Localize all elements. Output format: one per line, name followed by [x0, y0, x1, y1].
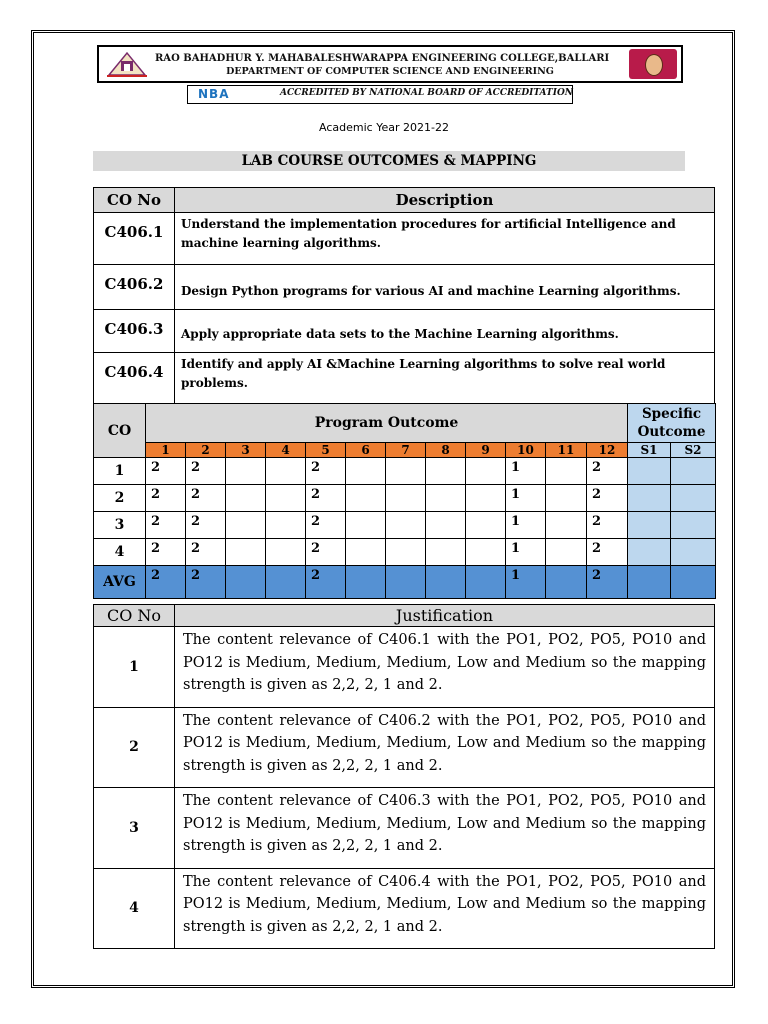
mapping-cell: 1	[506, 485, 546, 512]
mapping-cell: 2	[146, 512, 186, 539]
mapping-cell	[226, 539, 266, 566]
mapping-cell	[466, 458, 506, 485]
table-row	[94, 213, 715, 265]
po-number: 1	[146, 443, 186, 458]
academic-year: Academic Year 2021-22	[319, 121, 449, 134]
table-row	[94, 310, 715, 353]
justification-co: 3	[94, 788, 175, 869]
po-number: 8	[426, 443, 466, 458]
po-number: 11	[546, 443, 587, 458]
mapping-cell	[226, 458, 266, 485]
pso-cell	[628, 485, 671, 512]
mapping-cell	[466, 539, 506, 566]
mapping-cell	[226, 512, 266, 539]
justification-text: The content relevance of C406.4 with the PO1, PO2, PO5, PO10 and PO12 is Medium, Medium, Medium, Low and Medium so the mapping strength is given as 2,2, 2, 1 and 2.	[175, 868, 715, 949]
justification-text: The content relevance of C406.3 with the PO1, PO2, PO5, PO10 and PO12 is Medium, Medium, Medium, Low and Medium so the mapping strength is given as 2,2, 2, 1 and 2.	[175, 788, 715, 869]
mapping-cell: 2	[146, 539, 186, 566]
mapping-cell	[346, 458, 386, 485]
pso-number: S2	[671, 443, 716, 458]
mapping-cell	[266, 512, 306, 539]
table-row	[94, 788, 715, 869]
justification-header: Justification	[175, 605, 715, 627]
po-number: 5	[306, 443, 346, 458]
mapping-cell: 2	[146, 566, 186, 599]
table-row	[94, 539, 716, 566]
pso-cell	[671, 566, 716, 599]
mapping-cell	[546, 566, 587, 599]
table-row	[94, 627, 715, 708]
mapping-cell	[426, 512, 466, 539]
pso-cell	[628, 458, 671, 485]
mapping-cell: 2	[587, 539, 628, 566]
co-row-label: 2	[94, 485, 146, 512]
co-header: CO	[94, 404, 146, 458]
mapping-cell	[386, 566, 426, 599]
pso-number: S1	[628, 443, 671, 458]
pso-cell	[671, 458, 716, 485]
mapping-cell	[466, 566, 506, 599]
mapping-cell: 2	[186, 458, 226, 485]
mapping-cell	[546, 458, 587, 485]
mapping-cell: 2	[587, 566, 628, 599]
co-row-label: AVG	[94, 566, 146, 599]
justification-co-header: CO No	[94, 605, 175, 627]
table-row	[94, 512, 716, 539]
mapping-cell	[466, 512, 506, 539]
justification-table	[93, 604, 715, 949]
co-description: Understand the implementation procedures for artificial Intelligence and machine learning algorithms.	[175, 213, 715, 265]
page-title: LAB COURSE OUTCOMES & MAPPING	[93, 151, 685, 171]
mapping-cell	[266, 485, 306, 512]
mapping-cell	[226, 485, 266, 512]
mapping-cell: 2	[186, 566, 226, 599]
mapping-cell: 2	[186, 512, 226, 539]
justification-text: The content relevance of C406.1 with the PO1, PO2, PO5, PO10 and PO12 is Medium, Medium, Medium, Low and Medium so the mapping strength is given as 2,2, 2, 1 and 2.	[175, 627, 715, 708]
co-id: C406.2	[94, 265, 175, 310]
mapping-cell	[346, 566, 386, 599]
college-header	[97, 45, 683, 83]
table-row	[94, 265, 715, 310]
specific-outcome-header: Specific Outcome	[628, 404, 716, 443]
mapping-cell: 2	[306, 458, 346, 485]
table-row	[94, 868, 715, 949]
co-row-label: 3	[94, 512, 146, 539]
po-number: 12	[587, 443, 628, 458]
mapping-cell	[426, 458, 466, 485]
mapping-cell	[386, 512, 426, 539]
mapping-cell	[546, 485, 587, 512]
po-number: 4	[266, 443, 306, 458]
po-number: 10	[506, 443, 546, 458]
course-outcome-table	[93, 187, 715, 405]
mapping-cell	[266, 539, 306, 566]
pso-cell	[628, 566, 671, 599]
co-no-header: CO No	[94, 188, 175, 213]
co-id: C406.3	[94, 310, 175, 353]
mapping-cell	[346, 512, 386, 539]
table-row	[94, 458, 716, 485]
po-number: 7	[386, 443, 426, 458]
mapping-cell: 2	[587, 485, 628, 512]
mapping-cell: 2	[186, 485, 226, 512]
table-row	[94, 485, 716, 512]
mapping-cell: 1	[506, 458, 546, 485]
co-row-label: 4	[94, 539, 146, 566]
department-name: DEPARTMENT OF COMPUTER SCIENCE AND ENGINEERING	[226, 66, 554, 77]
mapping-cell	[386, 485, 426, 512]
po-number: 6	[346, 443, 386, 458]
mapping-cell	[426, 485, 466, 512]
table-row	[94, 566, 716, 599]
justification-co: 2	[94, 707, 175, 788]
mapping-cell	[386, 458, 426, 485]
pso-cell	[628, 512, 671, 539]
justification-text: The content relevance of C406.2 with the PO1, PO2, PO5, PO10 and PO12 is Medium, Medium, Medium, Low and Medium so the mapping strength is given as 2,2, 2, 1 and 2.	[175, 707, 715, 788]
mapping-cell	[426, 539, 466, 566]
nba-logo-icon: NBA	[198, 87, 230, 101]
mapping-cell	[386, 539, 426, 566]
co-description: Apply appropriate data sets to the Machine Learning algorithms.	[175, 310, 715, 353]
program-outcome-header: Program Outcome	[146, 404, 628, 443]
mapping-cell	[346, 539, 386, 566]
mapping-cell	[426, 566, 466, 599]
accreditation-text: ACCREDITED BY NATIONAL BOARD OF ACCREDITATION	[280, 88, 574, 98]
po-mapping-table	[93, 403, 716, 599]
mapping-cell: 2	[146, 458, 186, 485]
co-description: Design Python programs for various AI and machine Learning algorithms.	[175, 265, 715, 310]
mapping-cell: 2	[306, 566, 346, 599]
mapping-cell: 2	[306, 512, 346, 539]
mapping-cell: 2	[146, 485, 186, 512]
pso-cell	[671, 539, 716, 566]
college-name: RAO BAHADHUR Y. MAHABALESHWARAPPA ENGINEERING COLLEGE,BALLARI	[155, 53, 610, 64]
pso-cell	[671, 485, 716, 512]
description-header: Description	[175, 188, 715, 213]
mapping-cell	[346, 485, 386, 512]
mapping-cell: 2	[186, 539, 226, 566]
mapping-cell: 2	[306, 539, 346, 566]
table-row	[94, 707, 715, 788]
accreditation-banner	[187, 85, 573, 104]
po-number: 3	[226, 443, 266, 458]
mapping-cell	[546, 539, 587, 566]
pso-cell	[671, 512, 716, 539]
po-number: 2	[186, 443, 226, 458]
mapping-cell: 1	[506, 539, 546, 566]
mapping-cell	[266, 566, 306, 599]
mapping-cell: 2	[587, 458, 628, 485]
mapping-cell	[466, 485, 506, 512]
mapping-cell	[266, 458, 306, 485]
mapping-cell: 2	[587, 512, 628, 539]
co-id: C406.1	[94, 213, 175, 265]
mapping-cell: 1	[506, 566, 546, 599]
co-description: Identify and apply AI &Machine Learning algorithms to solve real world problems.	[175, 353, 715, 405]
po-number: 9	[466, 443, 506, 458]
co-id: C406.4	[94, 353, 175, 405]
mapping-cell	[546, 512, 587, 539]
founder-portrait-icon	[629, 49, 677, 79]
table-row	[94, 353, 715, 405]
mapping-cell: 1	[506, 512, 546, 539]
justification-co: 4	[94, 868, 175, 949]
mapping-cell	[226, 566, 266, 599]
justification-co: 1	[94, 627, 175, 708]
co-row-label: 1	[94, 458, 146, 485]
pso-cell	[628, 539, 671, 566]
mapping-cell: 2	[306, 485, 346, 512]
